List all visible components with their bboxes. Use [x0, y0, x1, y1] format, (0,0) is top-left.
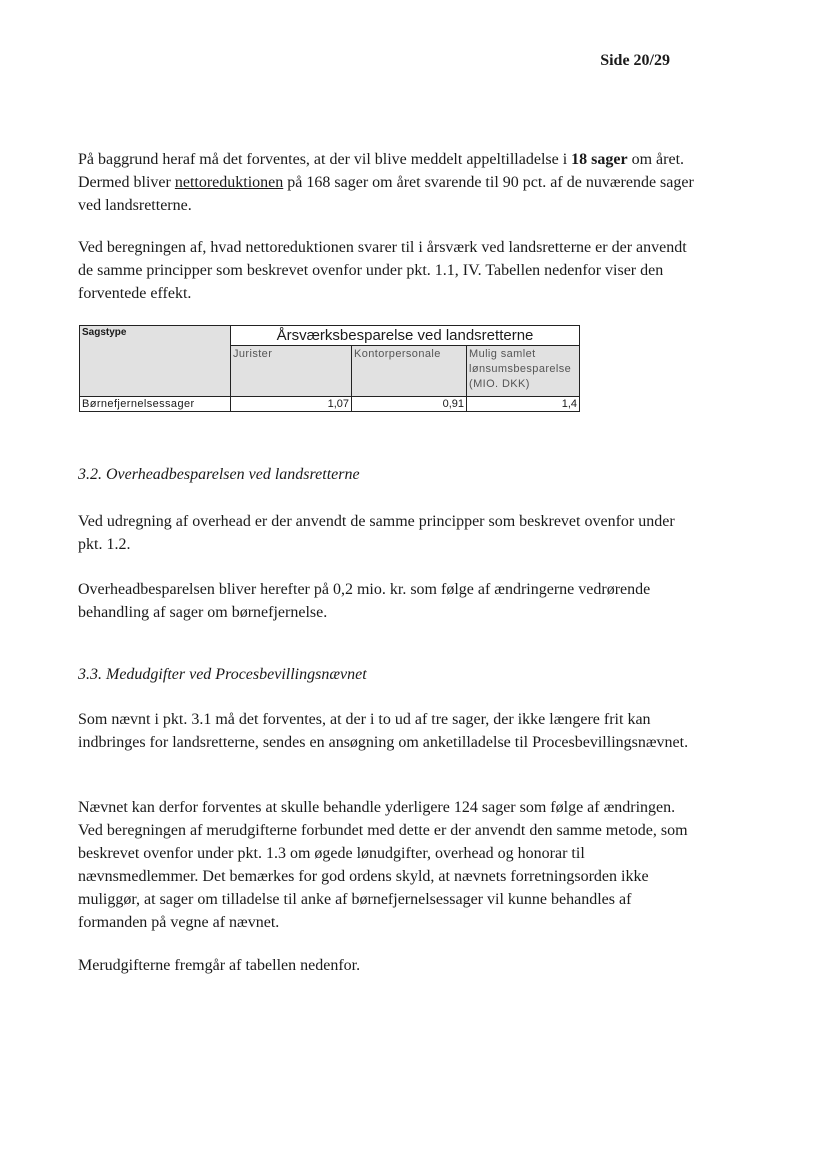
table-subheader-kontorpersonale: Kontorpersonale — [352, 346, 467, 397]
table-cell-kontorpersonale: 0,91 — [352, 397, 467, 412]
paragraph-appeal-permission — [78, 148, 703, 217]
paragraph-overhead-savings: Overheadbesparelsen bliver herefter på 0,2 mio. kr. som følge af ændringerne vedrørende behandling af sager om børnefjernelse. — [78, 581, 651, 621]
page-number: Side 20/29 — [600, 52, 670, 69]
table-cell-jurister: 1,07 — [231, 397, 352, 412]
paragraph-board-workload: Nævnet kan derfor forventes at skulle behandle yderligere 124 sager som følge af ændringen. Ved beregningen af merudgifterne forbundet med dette er der anvendt den samme metode, som beskrevet ovenfor under pkt. 1.3 om øgede lønudgifter, overhead og honorar til nævnsmedlemmer. Det bemærkes for god ordens skyld, at nævnets forretningsorden ikke muliggør, at sager om tilladelse til anke af børnefjernelsessager vil kunne behandles af formanden på vegne af nævnet. — [78, 799, 688, 931]
p1-text-start: På baggrund heraf må det forventes, at der vil blive meddelt appeltilladelse i — [78, 151, 572, 168]
table-cell-loensum: 1,4 — [467, 397, 580, 412]
p1-bold-count: 18 sager — [571, 151, 628, 168]
table-row-label: Børnefjernelsessager — [80, 397, 231, 412]
section-heading-3-3: 3.3. Medudgifter ved Procesbevillingsnævnet — [78, 666, 367, 683]
table-header-sagstype: Sagstype — [80, 326, 231, 397]
table-group-header: Årsværksbesparelse ved landsretterne — [231, 326, 580, 346]
savings-table — [79, 325, 580, 412]
paragraph-calculation-method: Ved beregningen af, hvad nettoreduktionen svarer til i årsværk ved landsretterne er der anvendt de samme principper som beskrevet ovenfor under pkt. 1.1, IV. Tabellen nedenfor viser den forventede effekt. — [78, 239, 687, 302]
section-heading-3-2: 3.2. Overheadbesparelsen ved landsretterne — [78, 466, 360, 483]
paragraph-procesbevilling: Som nævnt i pkt. 3.1 må det forventes, at der i to ud af tre sager, der ikke længere frit kan indbringes for landsretterne, sendes en ansøgning om anketilladelse til Procesbevillingsnævnet. — [78, 711, 689, 751]
table-subheader-jurister: Jurister — [231, 346, 352, 397]
p1-text-end: på 168 sager om året svarende til 90 pct. af de nuværende sager ved landsretterne. — [78, 174, 694, 214]
paragraph-additional-costs: Merudgifterne fremgår af tabellen nedenfor. — [78, 957, 361, 974]
p1-text-mid: om året. Dermed bliver — [78, 151, 685, 191]
table-row — [80, 397, 580, 412]
paragraph-overhead-method: Ved udregning af overhead er der anvendt de samme principper som beskrevet ovenfor under pkt. 1.2. — [78, 513, 675, 553]
table-subheader-loensum: Mulig samlet lønsumsbesparelse (MIO. DKK) — [467, 346, 580, 397]
p1-underlined-term: nettoreduktionen — [174, 174, 284, 191]
